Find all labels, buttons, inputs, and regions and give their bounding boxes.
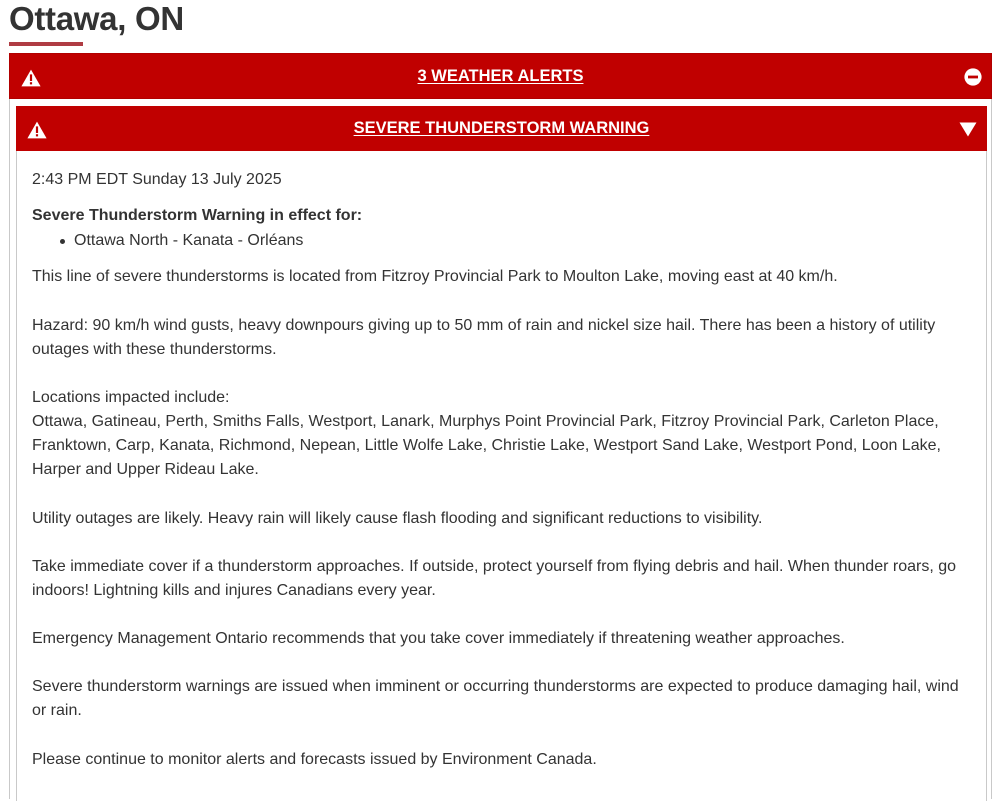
warning-effect-label: Severe Thunderstorm Warning in effect for: <box>32 207 363 224</box>
severe-thunderstorm-warning-link[interactable]: SEVERE THUNDERSTORM WARNING <box>353 119 650 137</box>
locations-impacted-list: Ottawa, Gatineau, Perth, Smiths Falls, Westport, Lanark, Murphys Point Provincial Park, Fitzroy Provincial Park, Carleton Place, Franktown, Carp, Kanata, Richmond, Nepean, Little Wolfe Lake, Christie Lake, Westport Sand Lake, Westport Pond, Loon Lake, Harper and Upper Rideau Lake. <box>32 413 941 478</box>
page-title: Ottawa, ON <box>9 0 184 37</box>
severe-thunderstorm-warning-header[interactable] <box>16 106 987 151</box>
warning-timestamp: 2:43 PM EDT Sunday 13 July 2025 <box>32 171 282 188</box>
affected-areas-list <box>74 229 303 253</box>
hazard-paragraph: Hazard: 90 km/h wind gusts, heavy downpours giving up to 50 mm of rain and nickel size hail. There has been a history of utility outages with these thunderstorms. <box>32 317 936 358</box>
warning-definition-paragraph: Severe thunderstorm warnings are issued when imminent or occurring thunderstorms are expected to produce damaging hail, wind or rain. <box>32 678 959 719</box>
weather-alerts-link[interactable]: 3 WEATHER ALERTS <box>417 67 584 85</box>
weather-alerts-header[interactable] <box>9 53 992 99</box>
collapse-minus-icon[interactable] <box>964 68 982 86</box>
impacts-paragraph: Utility outages are likely. Heavy rain will likely cause flash flooding and significant reductions to visibility. <box>32 510 763 527</box>
emo-paragraph: Emergency Management Ontario recommends that you take cover immediately if threatening weather approaches. <box>32 630 845 647</box>
take-cover-paragraph: Take immediate cover if a thunderstorm approaches. If outside, protect yourself from flying debris and hail. When thunder roars, go indoors! Lightning kills and injures Canadians every year. <box>32 558 957 599</box>
chevron-down-icon[interactable] <box>959 122 977 137</box>
list-item: Ottawa North - Kanata - Orléans <box>74 229 303 253</box>
locations-impacted-label: Locations impacted include: <box>32 389 230 406</box>
storm-location-paragraph: This line of severe thunderstorms is located from Fitzroy Provincial Park to Moulton Lake, moving east at 40 km/h. <box>32 268 838 285</box>
title-underline <box>9 42 83 46</box>
monitor-paragraph: Please continue to monitor alerts and forecasts issued by Environment Canada. <box>32 751 597 768</box>
